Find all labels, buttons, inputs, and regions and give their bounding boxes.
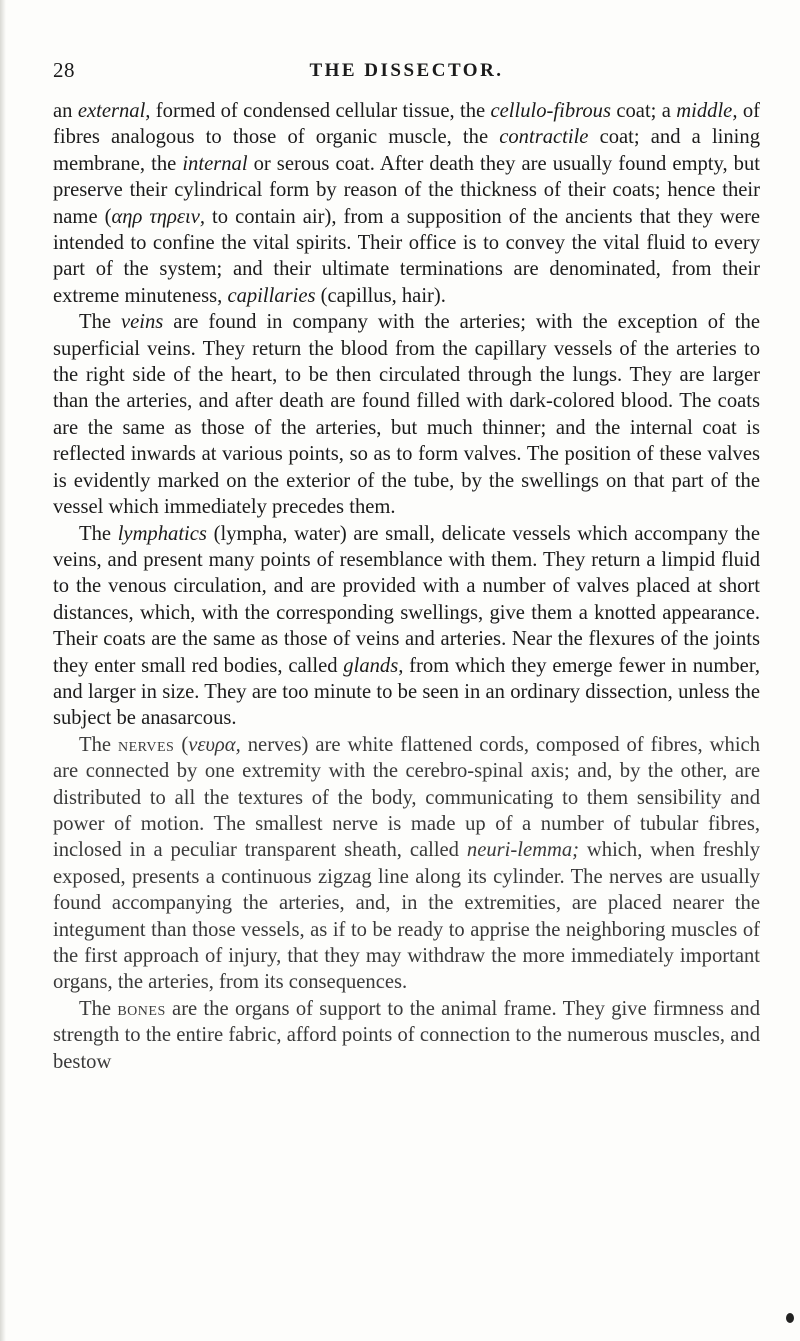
text-run: to contain air), from a supposition of the ancients that they were intended to confine the vital spirits. Their office is to convey the vital fluid to every part of the system; and their ultimate terminations are denominated, from their extreme minuteness, bbox=[53, 205, 760, 307]
paragraph-veins bbox=[53, 309, 760, 520]
italic-term: αηρ τηρειν, bbox=[111, 205, 206, 228]
text-run: nerves) are white flattened cords, composed of fibres, which are connected by one extremity with the cerebro-spinal axis; and, by the other, are distributed to all the textures of the body, communicating to them sensibility and power of motion. The smallest nerve is made up of a number of tubular fibres, inclosed in a peculiar transparent sheath, called bbox=[53, 733, 760, 862]
text-run: from which they emerge fewer in number, and larger in size. They are too minute to be seen in an ordinary dissection, unless the subject be anasarcous. bbox=[53, 654, 760, 730]
page-header bbox=[53, 58, 760, 88]
paragraph-bones bbox=[53, 996, 760, 1075]
body-text bbox=[53, 98, 760, 1075]
text-run: coat; and a lining membrane, the bbox=[53, 126, 760, 175]
text-run: The bbox=[79, 311, 121, 334]
italic-term: neuri-lemma; bbox=[466, 839, 579, 862]
italic-term: νευρα, bbox=[188, 733, 241, 756]
italic-term: contractile bbox=[499, 126, 589, 149]
italic-term: internal bbox=[182, 152, 248, 175]
text-run: or serous coat. After death they are usually found empty, but preserve their cylindrical form by reason of the thickness of their coats; hence their name ( bbox=[53, 152, 760, 228]
page-number: 28 bbox=[53, 58, 75, 82]
italic-term: external, bbox=[77, 100, 151, 122]
italic-term: cellulo-fibrous bbox=[490, 100, 611, 122]
text-run: an bbox=[53, 100, 78, 122]
text-run: formed of condensed cellular tissue, the bbox=[150, 100, 491, 122]
text-run: (lympha, water) are small, delicate vessels which accompany the veins, and present many points of resemblance with them. They return a limpid fluid to the venous circulation, and are provided with a number of valves placed at short distances, which, with the corresponding swellings, give them a knotted appearance. Their coats are the same as those of veins and arteries. Near the flexures of the joints they enter small red bodies, called bbox=[53, 522, 760, 677]
italic-term: middle, bbox=[676, 100, 738, 122]
italic-term: capillaries bbox=[227, 284, 316, 307]
small-caps-term: bones bbox=[117, 997, 166, 1020]
running-head: THE DISSECTOR. bbox=[309, 60, 504, 81]
italic-term: glands, bbox=[343, 654, 404, 677]
ink-spot-mark bbox=[786, 1313, 794, 1323]
text-run: of fibres analogous to those of organic muscle, the bbox=[53, 100, 760, 149]
text-run: which, when freshly exposed, presents a continuous zigzag line along its cylinder. The nerves are usually found accompanying the arteries, and, in the extremities, are placed nearer the integument than those vessels, as if to be ready to apprise the neighboring muscles of the first approach of injury, that they may withdraw the more immediately important organs, the arteries, from its consequences. bbox=[53, 839, 760, 994]
text-run: are the organs of support to the animal frame. They give firmness and strength to the entire fabric, afford points of connection to the numerous muscles, and bestow bbox=[53, 997, 760, 1073]
text-run: ( bbox=[174, 733, 189, 756]
italic-term: lymphatics bbox=[117, 522, 207, 545]
text-run: The bbox=[79, 522, 118, 545]
paragraph-arteries-continued bbox=[53, 98, 760, 309]
text-run: coat; a bbox=[611, 100, 677, 122]
paragraph-lymphatics bbox=[53, 521, 760, 732]
text-run: (capillus, hair). bbox=[315, 284, 446, 307]
small-caps-term: nerves bbox=[118, 733, 175, 756]
text-run: The bbox=[79, 733, 119, 756]
italic-term: veins bbox=[121, 311, 164, 334]
paragraph-nerves bbox=[53, 732, 760, 996]
text-run: are found in company with the arteries; with the exception of the superficial veins. They return the blood from the capillary vessels of the arteries to the right side of the heart, to be then circulated through the lungs. They are larger than the arteries, and after death are found filled with dark-colored blood. The coats are the same as those of the arteries, but much thinner; and the internal coat is reflected inwards at various points, so as to form valves. The position of these valves is evidently marked on the exterior of the tube, by the swellings on that part of the vessel which immediately precedes them. bbox=[53, 311, 760, 519]
text-run: The bbox=[79, 997, 118, 1020]
